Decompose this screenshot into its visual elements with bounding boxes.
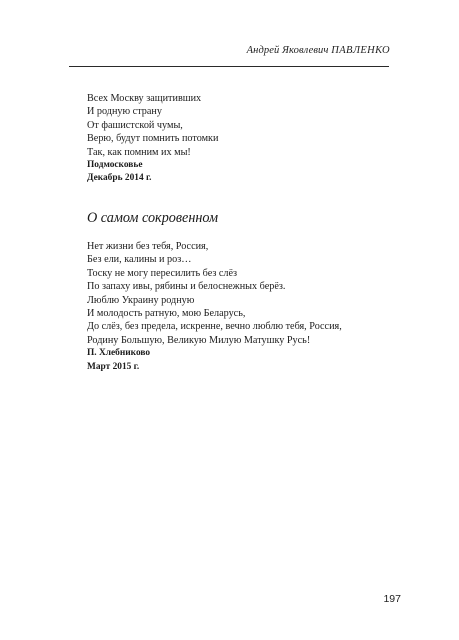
poem-line: Всех Москву защитивших [87,93,202,104]
poem-line: И молодость ратную, мою Беларусь, [87,308,246,320]
poem-line: По запаху ивы, рябины и белоснежных берёз. [87,281,286,293]
poem-place: П. Хлебниково [87,348,151,359]
author-surname: ПАВЛЕНКО [331,45,390,56]
poem-date: Декабрь 2014 г. [87,173,152,184]
header-rule [69,66,389,67]
poem-line: Люблю Украину родную [87,294,195,306]
poem-line: Так, как помним их мы! [87,146,191,158]
poem-line: Тоску не могу пересилить без слёз [87,267,238,279]
poem-line: И родную страну [87,106,162,118]
running-header [247,45,390,56]
poem-line: Верю, будут помнить потомки [87,133,219,145]
poem-moscow-defenders [87,92,218,186]
author-name: Андрей Яковлевич [246,45,329,56]
poem-most-intimate [87,240,342,374]
page-number: 197 [383,593,401,605]
poem-title: О самом сокровенном [87,210,219,226]
poem-place: Подмосковье [87,160,143,171]
poem-line: Нет жизни без тебя, Россия, [87,241,209,252]
poem-line: Без ели, калины и роз… [87,254,192,266]
poem-date: Март 2015 г. [87,361,140,372]
poem-line: До слёз, без предела, искренне, вечно люблю тебя, Россия, [87,321,342,333]
poem-line: Родину Большую, Великую Милую Матушку Русь! [87,334,311,346]
poem-line: От фашистской чумы, [87,119,183,131]
